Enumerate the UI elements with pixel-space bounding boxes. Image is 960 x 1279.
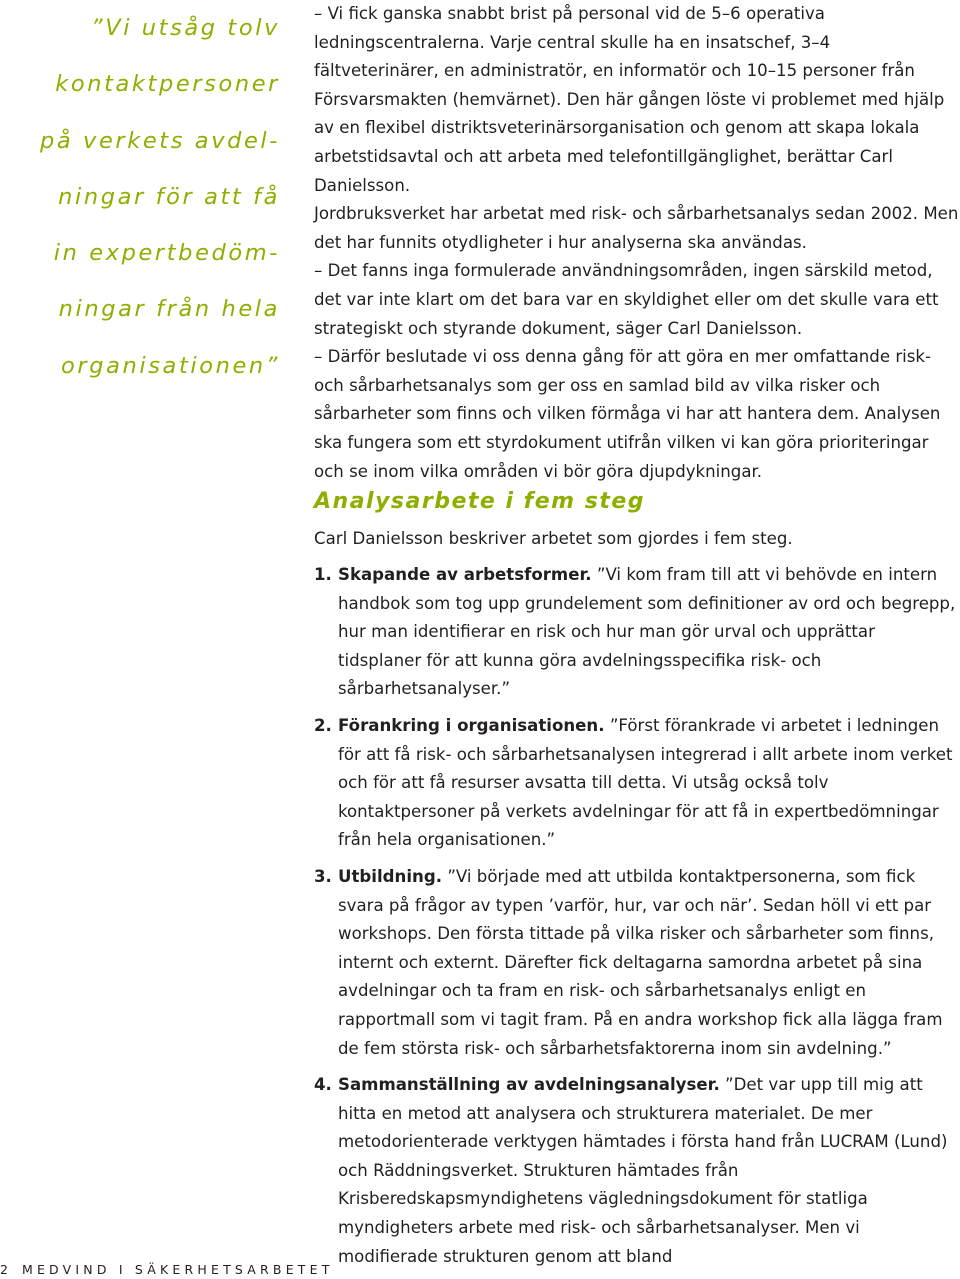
step-title: Utbildning. <box>338 866 443 886</box>
body-paragraph: – Därför beslutade vi oss denna gång för att göra en mer omfattande risk- och sårbarhetsanalys som ger oss en samlad bild av vilka risker och sårbarheter som finns och vilken förmåga vi har att hantera dem. Analysen ska fungera som ett styrdokument utifrån vilken vi kan göra prioriteringar och se inom vilka områden vi bör göra djupdykningar. <box>314 347 941 481</box>
step-title: Förankring i organisationen. <box>338 715 605 735</box>
list-item <box>314 1071 960 1271</box>
list-item <box>314 863 960 1063</box>
pull-quote-line: på verkets avdel- <box>40 127 280 154</box>
step-title: Skapande av arbetsformer. <box>338 565 592 584</box>
step-number: 2. <box>314 715 332 735</box>
steps-list <box>314 561 960 1279</box>
pull-quote-line: organisationen” <box>61 352 280 379</box>
step-body <box>338 863 960 1063</box>
step-body <box>338 712 960 855</box>
step-text: ”Vi började med att utbilda kontaktpersonerna, som fick svara på frågor av typen ’varför, hur, var och när’. Sedan höll vi ett par workshops. Den första tittade på vilka risker och sårbarheter som finns, internt och externt. Därefter fick deltagarna samordna arbetet på sina avdelningar och ta fram en risk- och sårbarhetsanalys enligt en rapportmall som vi tagit fram. På en andra workshop fick alla lägga fram de fem största risk- och sårbarhetsfaktorerna inom sin avdelning.” <box>338 866 943 1058</box>
section-intro: Carl Danielsson beskriver arbetet som gjordes i fem steg. <box>314 529 793 548</box>
step-text: ”Först förankrade vi arbetet i ledningen för att få risk- och sårbarhetsanalysen integrerad i allt arbete inom verket och för att få resurser avsatta till detta. Vi utsåg också tolv kontaktpersoner på verkets avdelningar för att få in expertbedömningar från hela organisationen.” <box>338 715 953 850</box>
page-number: 2 <box>0 1262 8 1277</box>
body-paragraph: Jordbruksverket har arbetat med risk- och sårbarhetsanalys sedan 2002. Men det har funnits otydligheter i hur analyserna ska användas. <box>314 204 959 252</box>
step-number: 3. <box>314 866 332 886</box>
pull-quote-line: ningar från hela <box>58 296 280 323</box>
page-footer <box>0 1262 334 1278</box>
step-body <box>338 1071 960 1271</box>
pull-quote <box>18 0 280 394</box>
step-number: 1. <box>314 565 332 584</box>
publication-title: MEDVIND I SÄKERHETSARBETET <box>21 1262 334 1277</box>
step-text: ”Vi kom fram till att vi behövde en intern handbok som tog upp grundelement som definitioner av ord och begrepp, hur man identifierar en risk och hur man gör urval och upprättar tidsplaner för att kunna göra avdelningsspecifika risk- och sårbarhetsanalyser.” <box>338 565 956 699</box>
step-number: 4. <box>314 1075 332 1095</box>
body-paragraph: – Det fanns inga formulerade användningsområden, ingen särskild metod, det var inte klart om det bara var en skyldighet eller om det skulle vara ett strategiskt och styrande dokument, säger Carl Danielsson. <box>314 261 939 338</box>
pull-quote-line: ningar för att få <box>58 183 280 210</box>
pull-quote-line: kontaktpersoner <box>55 71 280 98</box>
pull-quote-line: in expertbedöm- <box>53 240 280 267</box>
step-text: ”Det var upp till mig att hitta en metod att analysera och strukturera materialet. De mer metodorienterade verktygen hämtades i första hand från LUCRAM (Lund) och Räddningsverket. Strukturen hämtades från Krisberedskapsmyndighetens vägledningsdokument för statliga myndigheters arbete med risk- och sårbarhetsanalyser. Men vi modifierade strukturen genom att bland <box>338 1075 948 1266</box>
pull-quote-line: ”Vi utsåg tolv <box>90 15 280 41</box>
article-body <box>314 0 960 486</box>
step-body <box>338 561 960 704</box>
body-paragraph: – Vi fick ganska snabbt brist på personal vid de 5–6 operativa ledningscentralerna. Varje central skulle ha en insatschef, 3–4 fältveterinärer, en administratör, en informatör och 10–15 personer från Försvarsmakten (hemvärnet). Den här gången löste vi problemet med hjälp av en flexibel distriktsveterinärsorganisation och genom att skapa lokala arbetstidsavtal och att arbeta med telefontillgänglighet, berättar Carl Danielsson. <box>314 4 945 195</box>
step-title: Sammanställning av avdelningsanalyser. <box>338 1075 720 1095</box>
section-heading: Analysarbete i fem steg <box>314 489 646 514</box>
list-item <box>314 561 960 704</box>
list-item <box>314 712 960 855</box>
